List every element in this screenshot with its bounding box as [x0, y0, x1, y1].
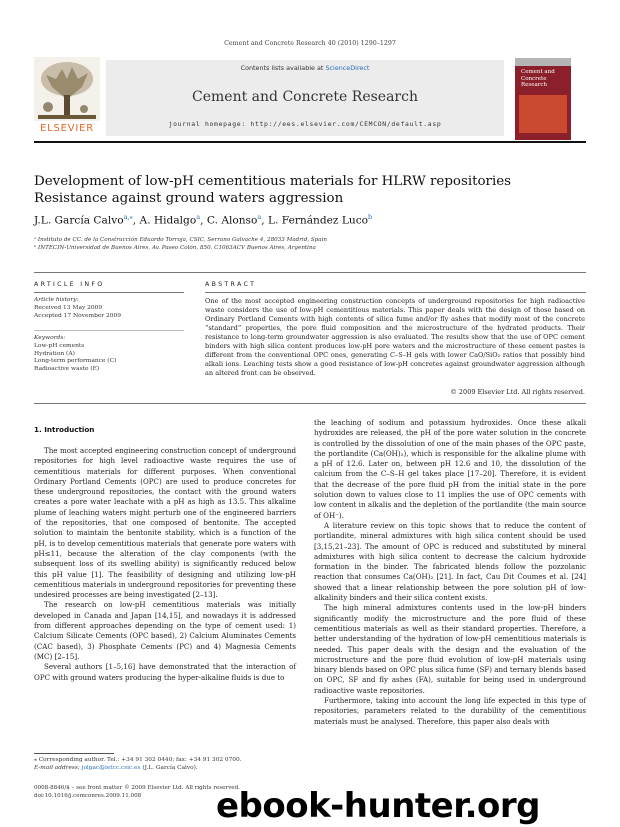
- keyword-item: Hydration (A): [34, 350, 75, 357]
- body-paragraph: Furthermore, taking into account the long life expected in this type of repositories, parameters related to the durability of the cementitious materials must be analysed. Therefore, this paper also deals with: [314, 696, 586, 726]
- email-link[interactable]: jolgac@ietcc.csic.es: [81, 765, 141, 771]
- journal-title: Cement and Concrete Research: [192, 89, 418, 105]
- body-paragraph: The research on low-pH cementitious materials was initially developed in Canada and Japan [14,15], and nowadays it is addressed from different approaches depending on the type of cement used: 1) Calcium Silicate Cements (OPC based), 2) Calcium Aluminates Cements (CAC based), 3) Phosphate Cements (PC) and 4) Magnesia Cements (MC) [2–15].: [34, 600, 296, 661]
- cover-stripe: [515, 58, 571, 66]
- abstract-copyright: © 2009 Elsevier Ltd. All rights reserved.: [450, 388, 585, 396]
- keywords-rule: [34, 330, 184, 331]
- cover-title: Cement and Concrete Research: [521, 69, 555, 88]
- email-note: [34, 765, 296, 773]
- body-paragraph: The most accepted engineering construction concept of underground repositories for high level radioactive waste requires the use of cementitious materials for different purposes. When conventional Ordinary Portland Cements (OPC) are used to produce concretes for these underground repositories, the contact with the ground waters creates a pore water leachate with a pH as high as 13.5. This alkaline plume of leaching waters might perturb one of the engineered barriers of the repositories, that one composed of bentonite. The accepted solution to maintain the bentonite stability, which is a function of the pH, is to develop cementitious materials that generate pore waters with pH≤11, because the alteration of the clay components (with the subsequent loss of its swelling ability) is significantly reduced below this pH value [1]. The feasibility of designing and utilizing low-pH cementitious materials in underground repositories for preventing these undesired processes are being investigated [2–13].: [34, 446, 296, 600]
- watermark-text: ebook-hunter.org: [215, 786, 541, 826]
- sciencedirect-link[interactable]: ScienceDirect: [325, 64, 370, 72]
- body-paragraph: Several authors [1–5,16] have demonstrated that the interaction of OPC with ground waters producing the hyper-alkaline fluids is due to: [34, 662, 296, 682]
- contents-prefix: Contents lists available at: [240, 64, 326, 72]
- author-separator: ,: [200, 214, 207, 227]
- email-label: E-mail address:: [34, 765, 82, 771]
- author-name[interactable]: A. Hidalgo: [139, 214, 197, 227]
- contents-line: [106, 64, 504, 72]
- article-history: [34, 297, 184, 320]
- footnote-rule: [34, 753, 114, 754]
- author-affil-sup[interactable]: b: [368, 213, 373, 221]
- history-label: Article history:: [34, 297, 79, 303]
- body-paragraph: The high mineral admixtures contents used in the low-pH binders significantly modify the microstructure and the pore fluid of these cementitious materials as well as their standard properties. Therefore, a better understanding of the hydration of low-pH cementitious materials is needed. This paper deals with the design and the evaluation of the microstructure and the pore fluid evolution of low-pH materials using binary blends based on OPC plus silica fume (SF) and ternary blends based on OPC, SF and fly ashes (FA), suitable for being used in underground radioactive waste repositories.: [314, 603, 586, 695]
- section-title: 1. Introduction: [34, 425, 95, 434]
- issn-line: 0008-8846/$ – see front matter © 2009 Elsevier Ltd. All rights reserved.: [34, 785, 240, 791]
- author-affil-sup[interactable]: a: [196, 213, 201, 221]
- header-rule: [34, 141, 586, 143]
- author-list: [34, 213, 586, 227]
- info-top-rule: [34, 272, 586, 273]
- article-title-line2: Resistance against ground waters aggression: [34, 191, 344, 206]
- body-left-column: [34, 418, 296, 683]
- body-paragraph: the leaching of sodium and potassium hydroxides. Once these alkali hydroxides are released, the pH of the pore water solution in the concrete is controlled by the dissolution of one of the main phases of the OPC paste, the portlandite (Ca(OH)₂), which is responsible for the alkaline plume with a pH of 12.6. Later on, between pH 12.6 and 10, the dissolution of the calcium from the C–S–H gel takes place [17–20]. Therefore, it is evident that the decrease of the pore fluid pH from the initial state in the pore solution down to values close to 11 implies the use of OPC cements with low content in alkalis and the depletion of the portlandite (the main source of OH⁻).: [314, 418, 586, 520]
- journal-citation: Cement and Concrete Research 40 (2010) 1290–1297: [224, 40, 396, 47]
- received-date: Received 13 May 2009: [34, 304, 103, 311]
- body-right-column: [314, 418, 586, 727]
- author-name[interactable]: L. Fernández Luco: [268, 214, 369, 227]
- article-title: [34, 173, 586, 207]
- keywords-label: Keywords:: [34, 335, 66, 341]
- author-affil-sup[interactable]: a,⁎: [123, 213, 133, 221]
- article-info-heading: ARTICLE INFO: [34, 281, 105, 288]
- accepted-date: Accepted 17 November 2009: [34, 312, 122, 319]
- author-name[interactable]: J.L. García Calvo: [34, 214, 124, 227]
- author-separator: ,: [132, 214, 140, 227]
- keyword-item: Radioactive waste (E): [34, 366, 100, 373]
- keywords-block: [34, 335, 184, 374]
- author-separator: ,: [261, 214, 269, 227]
- author-name[interactable]: C. Alonso: [206, 214, 258, 227]
- author-affil-sup[interactable]: a: [257, 213, 262, 221]
- journal-homepage[interactable]: journal homepage: http://ees.elsevier.com/CEMCON/default.asp: [168, 120, 442, 128]
- article-title-line1: Development of low-pH cementitious materials for HLRW repositories: [34, 174, 512, 189]
- keyword-item: Long-term performance (C): [34, 358, 117, 365]
- corresponding-author-note: ⁎ Corresponding author. Tel.: +34 91 302 0440; fax: +34 91 302 0700.: [34, 757, 242, 763]
- affiliation-a: ᵃ Instituto de CC. de la Construcción Eduardo Torroja, CSIC, Serrano Galvache 4, 28033 Madrid, Spain: [34, 237, 327, 243]
- body-paragraph: A literature review on this topic shows that to reduce the content of portlandite, mineral admixtures with high silica content should be used [3,15,21–23]. The amount of OPC is reduced and substituted by mineral admixtures with high silica content to decrease the calcium hydroxide formation in the binder. The fabricated blends follow the pozzolanic reaction that consumes Ca(OH)₂ [21]. In fact, Cau Dit Coumes et al. [24] showed that a linear relationship between the pore solution pH of low-alkalinity binders and their silica content exists.: [314, 520, 586, 603]
- elsevier-logo-text: ELSEVIER: [39, 123, 94, 134]
- affiliation-b: ᵇ INTECIN-Universidad de Buenos Aires, Av. Paseo Colón, 850. C1063ACV Buenos Aires, Argentina: [34, 245, 316, 251]
- keyword-item: Low-pH cements: [34, 342, 85, 349]
- abstract-bottom-rule: [34, 403, 586, 404]
- email-owner: (J.L. García Calvo).: [140, 765, 198, 771]
- info-rule: [34, 292, 184, 293]
- abstract-heading: ABSTRACT: [205, 281, 257, 288]
- cover-illustration: [519, 95, 567, 133]
- abstract-rule: [205, 292, 586, 293]
- doi-link[interactable]: doi:10.1016/j.cemconres.2009.11.008: [34, 793, 142, 799]
- abstract-text: One of the most accepted engineering construction concepts of underground repositories for high radioactive waste considers the use of low-pH cementitious materials. This paper deals with the design of those based on Ordinary Portland Cements with high contents of silica fume and/or fly ashes that modify most of the concrete “standard” properties, the pore fluid composition and the microstructure of the hydrated products. Their resistance to long-term groundwater aggression is also evaluated. The results show that the use of OPC cement binders with high silica content produces low-pH pore waters and the microstructure of these cement pastes is different from the conventional OPC ones, generating C–S–H gels with lower CaO/SiO₂ ratios that possibly bind alkali ions. Leaching tests show a good resistance of low-pH concretes against groundwater aggression although an altered front can be observed.: [205, 297, 585, 378]
